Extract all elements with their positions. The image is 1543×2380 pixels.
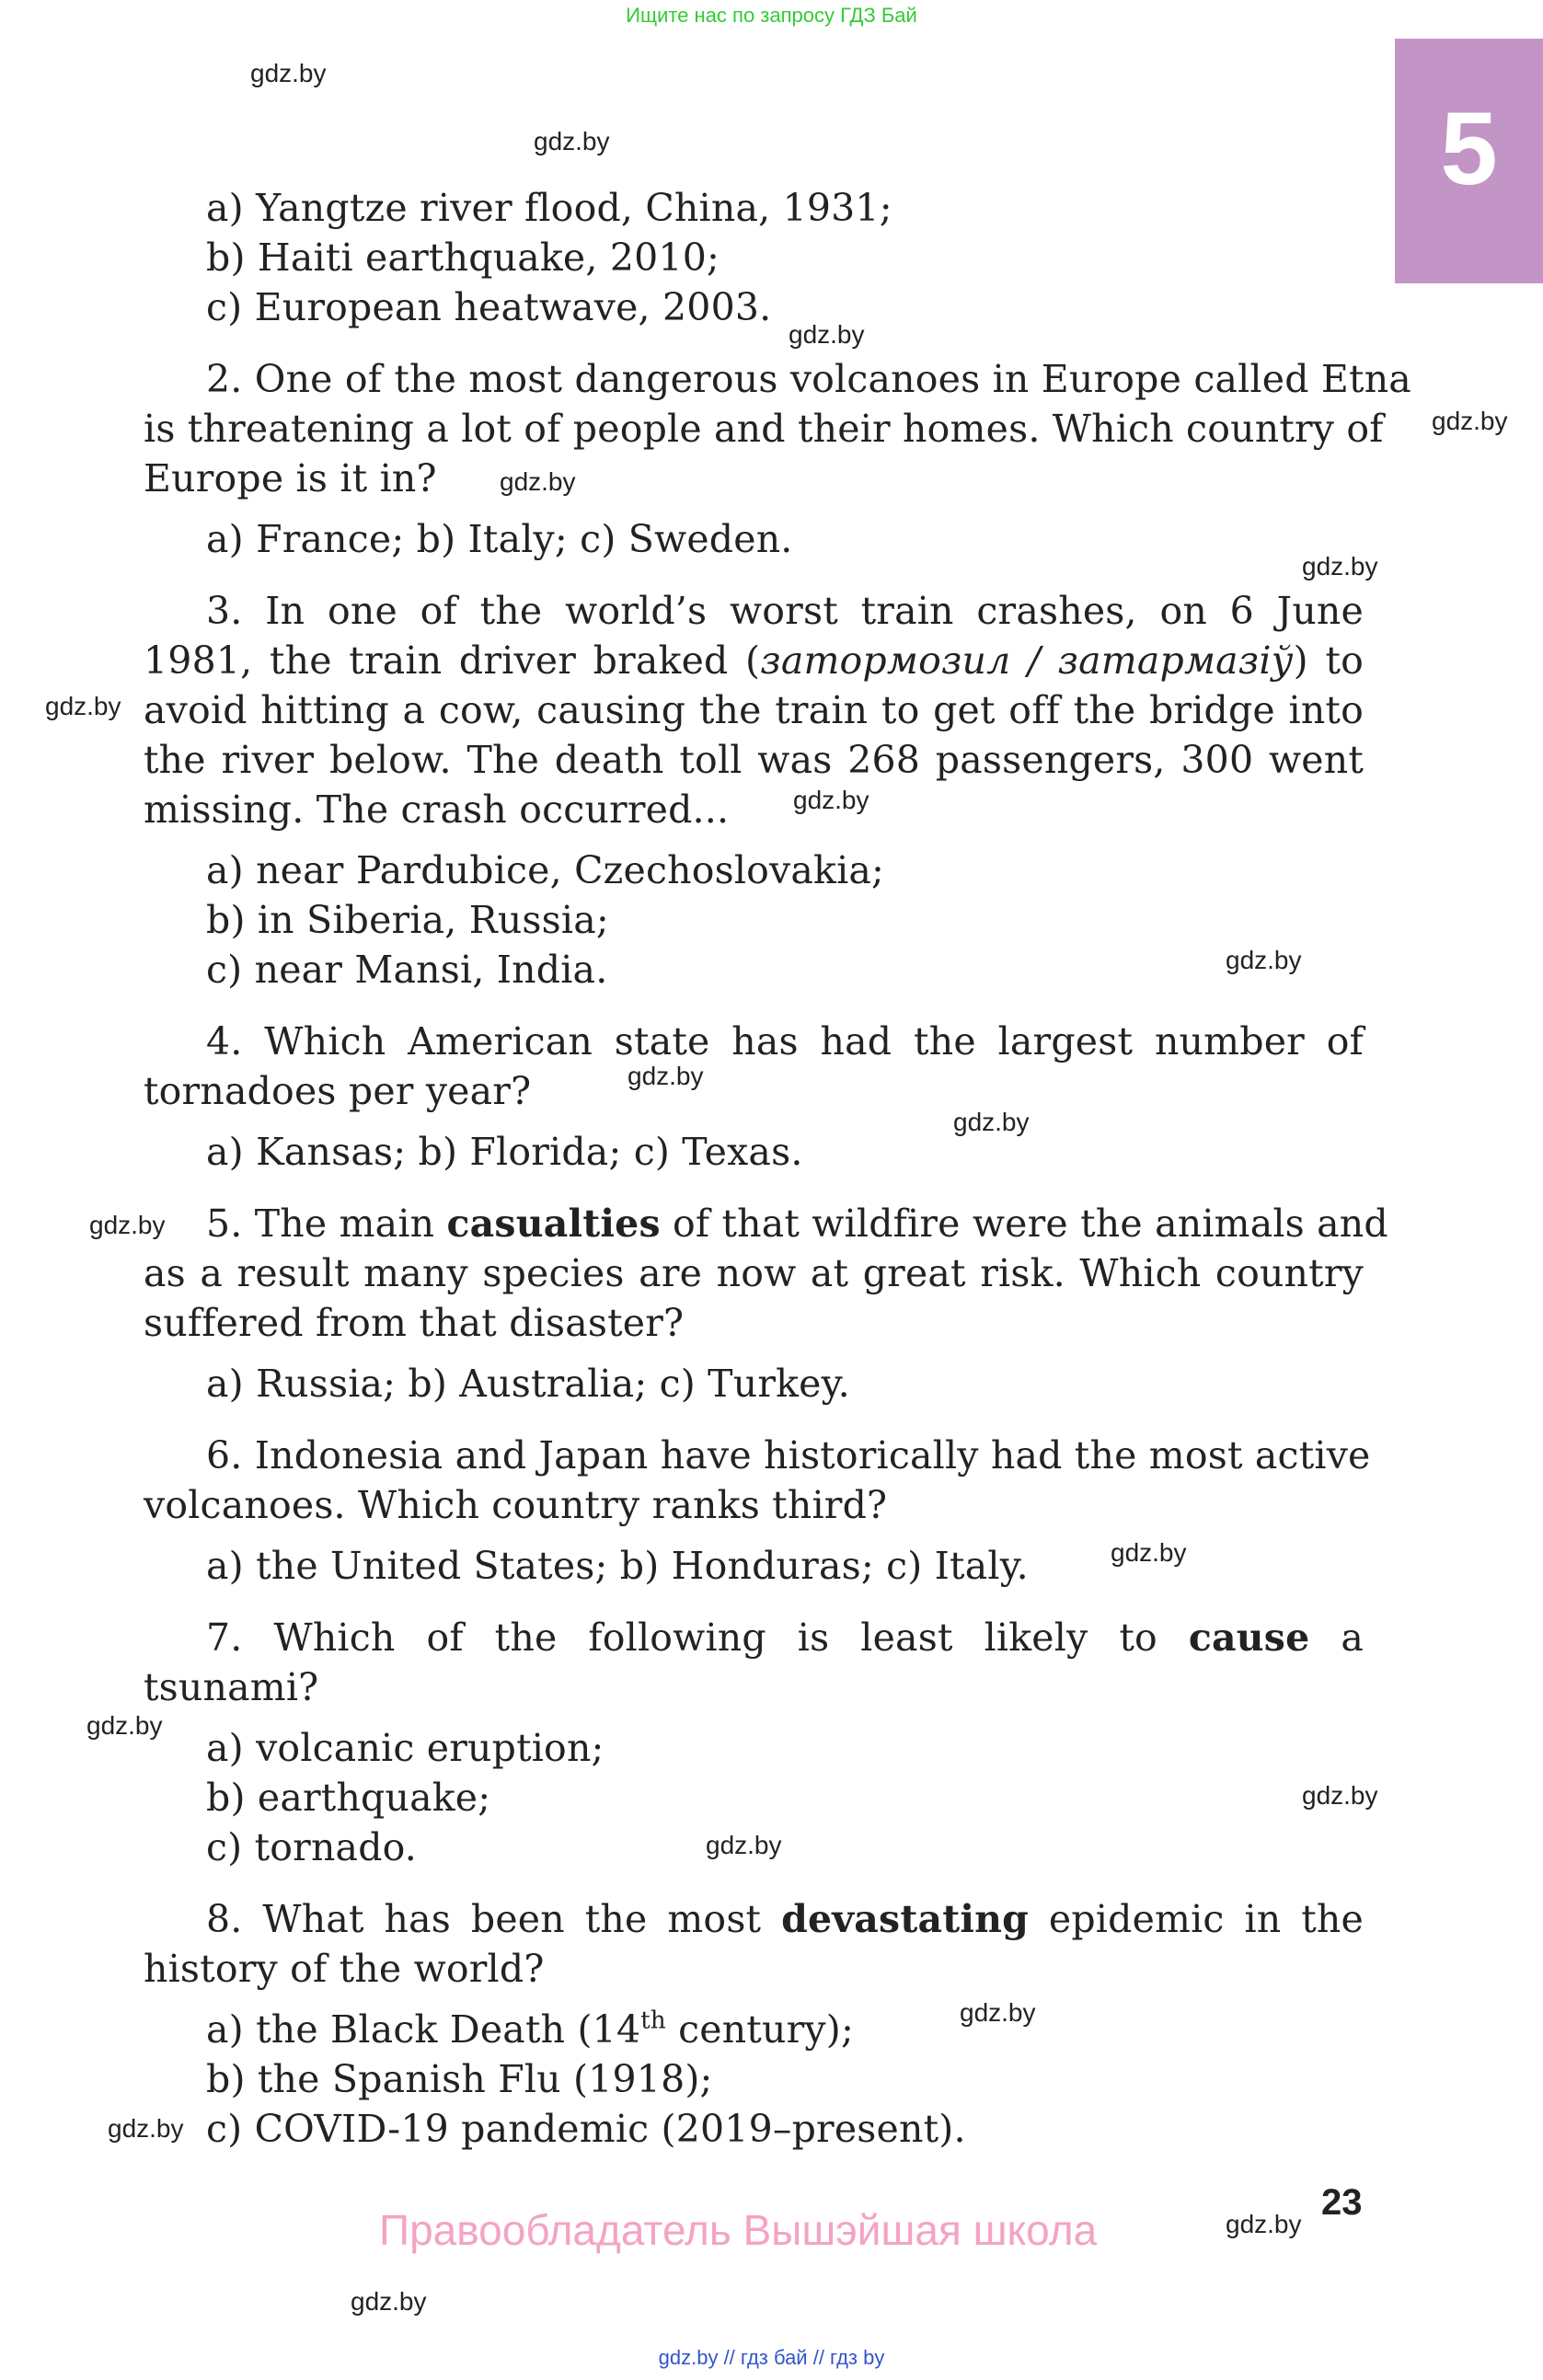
q8-option-b: b) the Spanish Flu (1918); — [206, 2057, 713, 2101]
watermark: gdz.by — [1302, 1781, 1378, 1810]
q2-line-2: is threatening a lot of people and their homes. Which country of — [144, 407, 1384, 451]
q7-option-b: b) earthquake; — [206, 1776, 491, 1820]
q4-options: a) Kansas; b) Florida; c) Texas. — [206, 1130, 803, 1174]
q3-line-5: missing. The crash occurred... — [144, 788, 730, 832]
watermark: gdz.by — [1226, 946, 1302, 974]
q2-options: a) France; b) Italy; c) Sweden. — [206, 517, 793, 561]
top-banner: Ищите нас по запросу ГДЗ Бай — [626, 4, 917, 27]
watermark: gdz.by — [1432, 407, 1508, 435]
q8-option-c: c) COVID-19 pandemic (2019–present). — [206, 2107, 966, 2151]
q5-line-3: suffered from that disaster? — [144, 1301, 685, 1345]
q7-option-a: a) volcanic eruption; — [206, 1726, 605, 1770]
term-devastating: devastating — [781, 1897, 1030, 1941]
watermark: gdz.by — [250, 59, 327, 87]
q2-line-3: Europe is it in? — [144, 456, 437, 500]
term-cause: cause — [1188, 1615, 1310, 1660]
q4-line-2: tornadoes per year? — [144, 1069, 532, 1113]
term-casualties: casualties — [446, 1201, 661, 1246]
q3-line-2: 1981, the train driver braked (затормозил / затармазіў) to — [144, 638, 1365, 683]
q3-option-c: c) near Mansi, India. — [206, 948, 608, 992]
q3-option-b: b) in Siberia, Russia; — [206, 898, 609, 942]
watermark: gdz.by — [534, 127, 610, 155]
watermark: gdz.by — [1302, 552, 1378, 581]
q1-option-a: a) Yangtze river flood, China, 1931; — [206, 186, 892, 230]
q6-line-1: 6. Indonesia and Japan have historically had the most active — [206, 1433, 1371, 1477]
q7-line-1: 7. Which of the following is least likely to cause a — [206, 1615, 1364, 1660]
q5-line-2: as a result many species are now at great risk. Which country — [144, 1251, 1364, 1295]
unit-number: 5 — [1440, 91, 1498, 206]
unit-tab — [1395, 39, 1543, 283]
q8-line-2: history of the world? — [144, 1947, 545, 1991]
watermark: gdz.by — [960, 1998, 1036, 2027]
q3-line-1: 3. In one of the world’s worst train crashes, on 6 June — [206, 589, 1364, 633]
watermark: gdz.by — [1111, 1538, 1187, 1567]
q5-options: a) Russia; b) Australia; c) Turkey. — [206, 1362, 850, 1406]
watermark: gdz.by — [793, 786, 869, 814]
watermark: gdz.by — [1226, 2210, 1302, 2238]
q5-line-1: 5. The main casualties of that wildfire were the animals and — [206, 1201, 1388, 1246]
watermark: gdz.by — [500, 467, 576, 496]
q2-line-1: 2. One of the most dangerous volcanoes in Europe called Etna — [206, 357, 1411, 401]
q3-option-a: a) near Pardubice, Czechoslovakia; — [206, 848, 885, 892]
watermark: gdz.by — [628, 1062, 704, 1090]
q8-option-a: a) the Black Death (14th century); — [206, 2006, 854, 2052]
watermark: gdz.by — [953, 1108, 1030, 1136]
q4-line-1: 4. Which American state has had the largest number of — [206, 1019, 1364, 1064]
russian-translation: затормозил / затармазіў — [760, 638, 1294, 683]
q6-line-2: volcanoes. Which country ranks third? — [144, 1483, 888, 1527]
copyright-notice: Правообладатель Вышэйшая школа — [379, 2206, 1098, 2254]
watermark: gdz.by — [351, 2287, 427, 2316]
q3-line-3: avoid hitting a cow, causing the train to get off the bridge into — [144, 688, 1364, 732]
footer-links: gdz.by // гдз бай // гдз by — [658, 2346, 885, 2369]
watermark: gdz.by — [706, 1831, 782, 1859]
q7-option-c: c) tornado. — [206, 1825, 418, 1869]
q6-options: a) the United States; b) Honduras; c) Italy. — [206, 1544, 1029, 1588]
q7-line-2: tsunami? — [144, 1665, 319, 1709]
watermark: gdz.by — [45, 692, 121, 720]
watermark: gdz.by — [789, 320, 865, 349]
q1-option-b: b) Haiti earthquake, 2010; — [206, 236, 720, 280]
watermark: gdz.by — [89, 1211, 166, 1239]
q3-line-4: the river below. The death toll was 268 passengers, 300 went — [144, 738, 1364, 782]
watermark: gdz.by — [108, 2114, 184, 2143]
page-number: 23 — [1321, 2182, 1363, 2223]
q8-line-1: 8. What has been the most devastating epidemic in the — [206, 1897, 1364, 1941]
watermark: gdz.by — [86, 1711, 163, 1740]
q1-option-c: c) European heatwave, 2003. — [206, 285, 772, 329]
